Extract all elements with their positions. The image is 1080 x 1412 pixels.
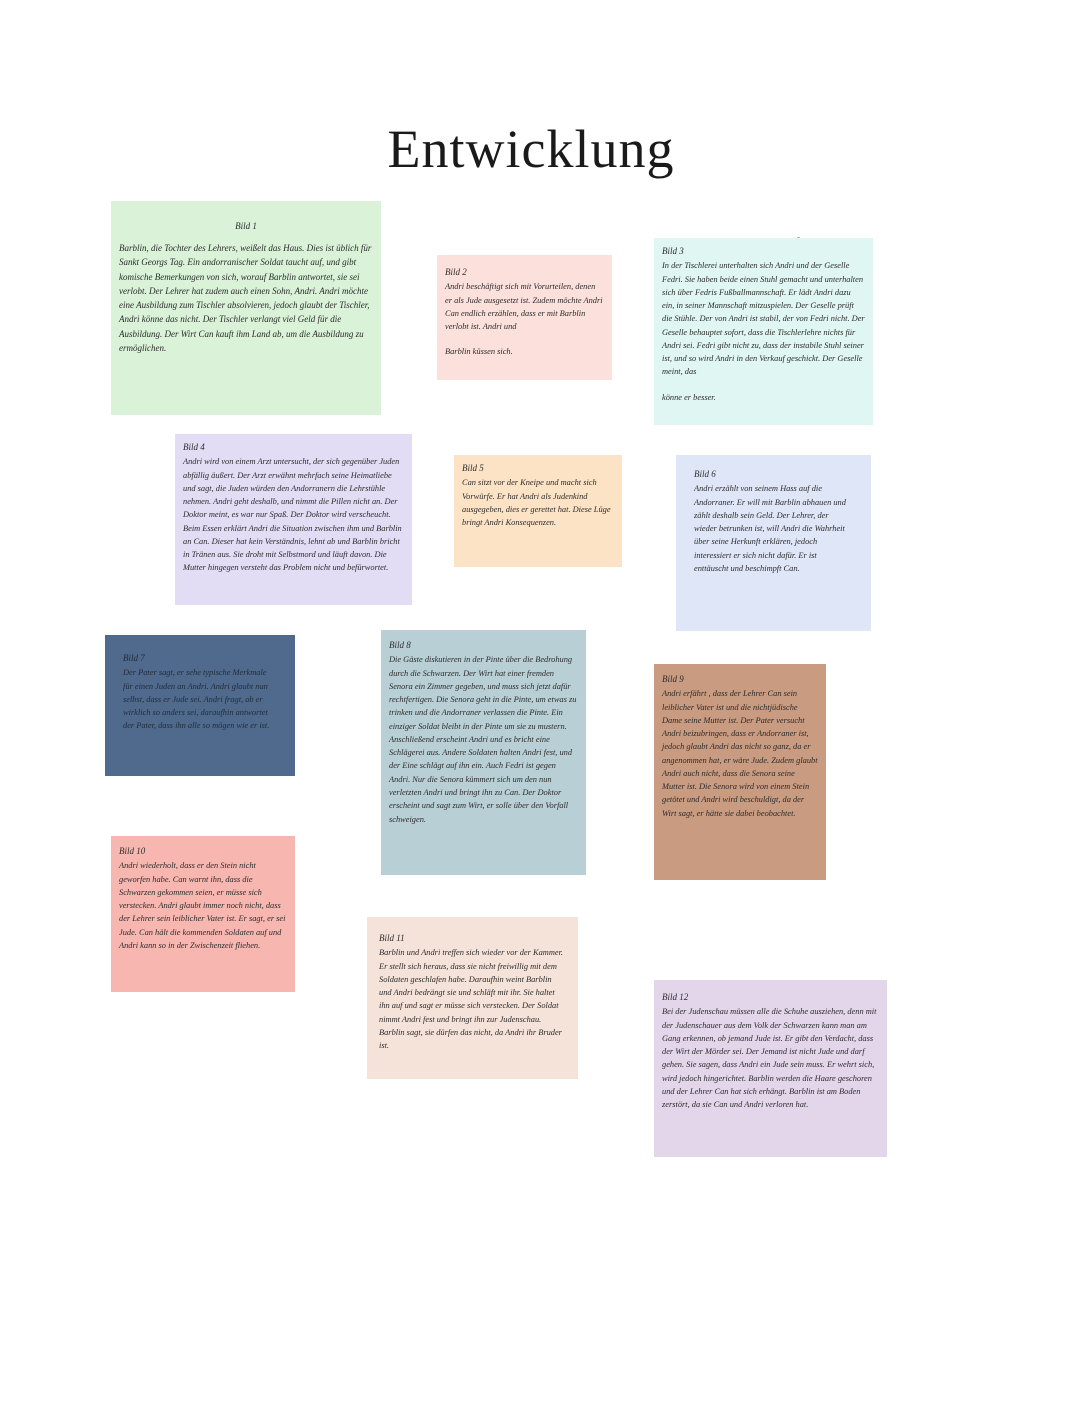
note-bild-4: [175, 434, 412, 605]
note-text-tail: Barblin küssen sich.: [445, 347, 513, 357]
note-bild-1: [111, 201, 381, 415]
note-text: Der Pater sagt, er sehe typische Merkmale für einen Juden an Andri. Andri glaubt nun selbst, dass er Jude sei. Andri fragt, ob er wirklich so anders sei, daraufhin antwortet der Pater, dass ihn alle so mögen wie er ist.: [123, 668, 270, 731]
note-text: Can sitzt vor der Kneipe und macht sich Vorwürfe. Er hat Andri als Judenkind ausgegeben, dies er gerettet hat. Diese Lüge bringt Andri Konsequenzen.: [462, 478, 611, 528]
note-bild-11: [367, 917, 578, 1079]
note-label: Bild 4: [183, 442, 205, 452]
note-bild-9: [654, 664, 826, 880]
note-label: Bild 8: [389, 640, 411, 650]
note-bild-2: [437, 255, 612, 380]
note-label: Bild 1: [235, 221, 257, 231]
note-text: Barblin, die Tochter des Lehrers, weißelt das Haus. Dies ist üblich für Sankt Georgs Tag. Ein andorranischer Soldat taucht auf, und gibt komische Bemerkungen von sich, worauf Barblin antwortet, sie sei verlobt. Der Lehrer hat zudem auch einen Sohn, Andri. Andri möchte eine Ausbildung zum Tischler absolvieren, jedoch glaubt der Tischler, Andri könne das nicht. Der Tischler verlangt viel Geld für die Ausbildung. Der Wirt Can kauft ihm Land ab, um die Ausbildung zu ermöglichen.: [119, 243, 372, 353]
note-label: Bild 12: [662, 992, 689, 1002]
note-label: Bild 7: [123, 653, 145, 663]
note-text: Die Gäste diskutieren in der Pinte über die Bedrohung durch die Schwarzen. Der Wirt hat einer fremden Senora ein Zimmer gegeben, und muss sich jetzt dafür rechtfertigen. Die Senora geht in die Pinte, um etwas zu trinken und die Andorraner verlassen die Pinte. Ein einziger Soldat bleibt in der Pinte um sie zu mustern. Anschließend erscheint Andri und es bricht eine Schlägerei aus. Andere Soldaten halten Andri fest, und der Eine schlägt auf ihn ein. Auch Fedri ist gegen Andri. Nur die Senora kümmert sich um den nun verletzten Andri und bringt ihn zu Can. Der Doktor erscheint und sagt zum Wirt, er solle über den Vorfall schweigen.: [389, 655, 577, 824]
note-text: Andri wiederholt, dass er den Stein nicht geworfen habe. Can warnt ihn, dass die Schwarzen gekommen seien, er müsse sich verstecken. Andri glaubt immer noch nicht, dass der Lehrer sein leiblicher Vater ist. Er sagt, er sei Jude. Can hält die kommenden Soldaten auf und Andri kann so in der Zwischenzeit fliehen.: [119, 861, 286, 950]
note-text: In der Tischlerei unterhalten sich Andri und der Geselle Fedri. Sie haben beide einen Stuhl gemacht und unterhalten sich über Fedris Fußballmannschaft. Er lädt Andri dazu ein, in seiner Mannschaft mitzuspielen. Der Geselle prüft die Stühle. Der von Andri ist stabil, der von Fedri nicht. Der Geselle behauptet sofort, dass die Tischlerlehre nichts für Andri sei. Fedri gibt nicht zu, dass der instabile Stuhl seiner ist, und so wird Andri in den Verkauf geschickt. Der Geselle meint, das: [662, 261, 865, 377]
page-title: Entwicklung: [387, 119, 675, 179]
note-label: Bild 11: [379, 933, 405, 943]
note-text: Andri wird von einem Arzt untersucht, der sich gegenüber Juden abfällig äußert. Der Arzt erwähnt mehrfach seine Heimatliebe und sagt, die Juden würden den Andorranern die Lehrstühle nehmen. Andri geht deshalb, und nimmt die Pillen nicht an. Der Doktor meint, es war nur Spaß. Der Doktor wird verscheucht. Beim Essen erklärt Andri die Situation zwischen ihm und Barblin an Can. Dieser hat kein Verständnis, lehnt ab und Barblin bricht in Tränen aus. Sie droht mit Selbstmord und läuft davon. Die Mutter hingegen versteht das Problem nicht und befürwortet.: [183, 457, 402, 573]
note-label: Bild 3: [662, 246, 684, 256]
note-bild-8: [381, 630, 586, 875]
note-bild-6: [676, 455, 871, 631]
note-text-tail: könne er besser.: [662, 392, 716, 402]
note-text: Barblin und Andri treffen sich wieder vor der Kammer. Er stellt sich heraus, dass sie nicht freiwillig mit dem Soldaten geschlafen habe. Daraufhin weint Barblin und Andri bedrängt sie und schläft mit ihr. Sie haltet ihn auf und sagt er müsse sich verstecken. Der Soldat nimmt Andri fest und bringt ihn zur Judenschau. Barblin sagt, sie dürfen das nicht, da Andri ihr Bruder ist.: [379, 948, 564, 1051]
note-label: Bild 5: [462, 463, 484, 473]
note-label: Bild 2: [445, 267, 467, 277]
note-text: Andri erzählt von seinem Hass auf die Andorraner. Er will mit Barblin abhauen und zählt deshalb sein Geld. Der Lehrer, der wieder betrunken ist, will Andri die Wahrheit über seine Herkunft erklären, jedoch interessiert er sich nicht dafür. Er ist enttäuscht und beschimpft Can.: [694, 484, 846, 573]
note-bild-7: [105, 635, 295, 776]
note-bild-12: [654, 980, 887, 1157]
note-bild-10: [111, 836, 295, 992]
note-text: Bei der Judenschau müssen alle die Schuhe ausziehen, denn mit der Judenschauer aus dem Volk der Schwarzen kann man am Gang erkennen, ob jemand Jude ist. Er gibt den Verdacht, dass der Wirt der Mörder sei. Der Jemand ist nicht Jude und darf gehen. Sie sagen, dass Andri ein Jude sein muss. Er wehrt sich, wird jedoch hingerichtet. Barblin werden die Haare geschoren und der Lehrer Can hat sich erhängt. Barblin ist am Boden zerstört, da sie Can und Andri verloren hat.: [662, 1007, 877, 1110]
note-label: Bild 10: [119, 846, 146, 856]
note-label: Bild 6: [694, 469, 716, 479]
note-label: Bild 9: [662, 674, 684, 684]
note-text: Andri beschäftigt sich mit Vorurteilen, denen er als Jude ausgesetzt ist. Zudem möchte Andri Can endlich erzählen, dass er mit Barblin verlobt ist. Andri und: [445, 282, 603, 332]
note-bild-3: [654, 238, 873, 425]
note-text: Andri erfährt , dass der Lehrer Can sein leiblicher Vater ist und die nichtjüdische Dame seine Mutter ist. Der Pater versucht Andri beizubringen, dass er Andorraner ist, jedoch glaubt Andri das nicht so ganz, da er angenommen hat, er wäre Jude. Zudem glaubt Andri auch nicht, dass die Senora seine Mutter ist. Die Senora wird von einem Stein getötet und Andri wird beschuldigt, da der Wirt sagt, er hätte sie dabei beobachtet.: [662, 689, 818, 818]
note-bild-5: [454, 455, 622, 567]
